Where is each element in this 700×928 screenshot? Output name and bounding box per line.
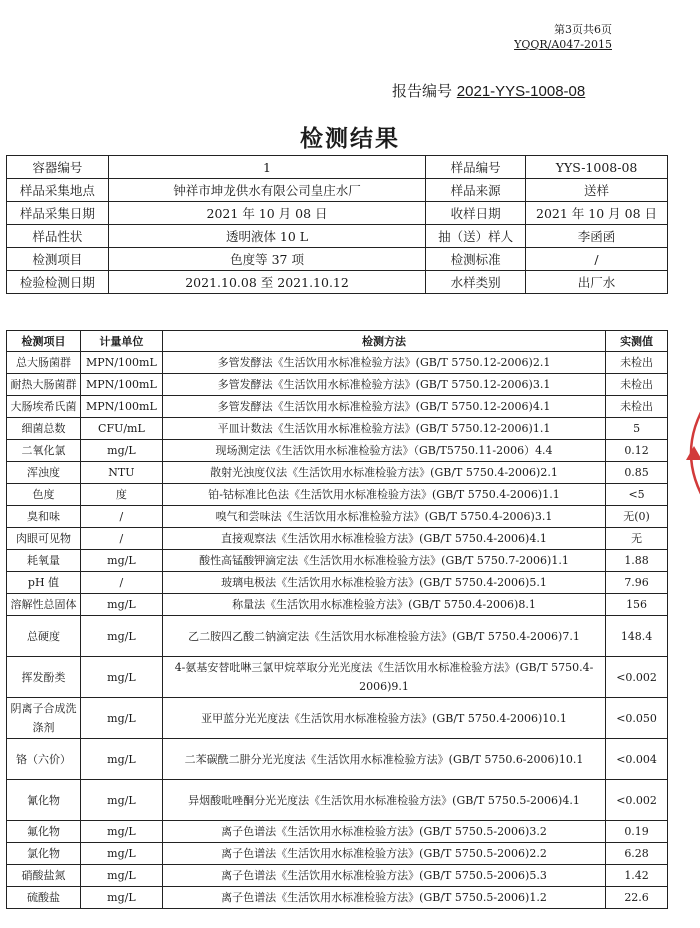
- table-row: [7, 352, 668, 374]
- result-item: 总硬度: [7, 616, 81, 657]
- results-table: [6, 330, 668, 909]
- result-unit: /: [80, 528, 162, 550]
- result-unit: MPN/100mL: [80, 352, 162, 374]
- result-value: 1.42: [606, 865, 668, 887]
- info-row: [7, 202, 668, 225]
- result-unit: mg/L: [80, 865, 162, 887]
- result-unit: mg/L: [80, 440, 162, 462]
- result-item: 挥发酚类: [7, 657, 81, 698]
- result-method: 称量法《生活饮用水标准检验方法》(GB/T 5750.4-2006)8.1: [162, 594, 605, 616]
- result-method: 直接观察法《生活饮用水标准检验方法》(GB/T 5750.4-2006)4.1: [162, 528, 605, 550]
- table-row: [7, 396, 668, 418]
- info-label: 样品来源: [426, 179, 526, 202]
- info-row: [7, 156, 668, 179]
- result-unit: mg/L: [80, 657, 162, 698]
- result-method: 离子色谱法《生活饮用水标准检验方法》(GB/T 5750.5-2006)5.3: [162, 865, 605, 887]
- result-value: 22.6: [606, 887, 668, 909]
- result-value: 148.4: [606, 616, 668, 657]
- result-method: 二苯碳酰二肼分光光度法《生活饮用水标准检验方法》(GB/T 5750.6-2006)10.1: [162, 739, 605, 780]
- result-item: 细菌总数: [7, 418, 81, 440]
- result-value: 未检出: [606, 352, 668, 374]
- info-row: [7, 179, 668, 202]
- result-value: 未检出: [606, 396, 668, 418]
- seal-stamp: [672, 398, 700, 508]
- result-value: 6.28: [606, 843, 668, 865]
- result-value: 0.12: [606, 440, 668, 462]
- result-unit: mg/L: [80, 780, 162, 821]
- result-method: 离子色谱法《生活饮用水标准检验方法》(GB/T 5750.5-2006)1.2: [162, 887, 605, 909]
- result-value: 0.85: [606, 462, 668, 484]
- info-label: 水样类别: [426, 271, 526, 294]
- result-item: 硫酸盐: [7, 887, 81, 909]
- results-header-row: [7, 331, 668, 352]
- info-value: /: [526, 248, 668, 271]
- result-unit: mg/L: [80, 698, 162, 739]
- result-value: <0.002: [606, 657, 668, 698]
- result-value: <0.004: [606, 739, 668, 780]
- result-method: 玻璃电极法《生活饮用水标准检验方法》(GB/T 5750.4-2006)5.1: [162, 572, 605, 594]
- result-unit: MPN/100mL: [80, 396, 162, 418]
- result-item: pH 值: [7, 572, 81, 594]
- table-row: [7, 572, 668, 594]
- info-value: 2021 年 10 月 08 日: [108, 202, 425, 225]
- table-row: [7, 865, 668, 887]
- info-label: 检测标准: [426, 248, 526, 271]
- info-value: 2021.10.08 至 2021.10.12: [108, 271, 425, 294]
- result-item: 溶解性总固体: [7, 594, 81, 616]
- result-method: 酸性高锰酸钾滴定法《生活饮用水标准检验方法》(GB/T 5750.7-2006)1.1: [162, 550, 605, 572]
- table-row: [7, 550, 668, 572]
- result-method: 嗅气和尝味法《生活饮用水标准检验方法》(GB/T 5750.4-2006)3.1: [162, 506, 605, 528]
- result-item: 铬（六价）: [7, 739, 81, 780]
- result-value: 无(0): [606, 506, 668, 528]
- page-number-block: [514, 22, 612, 52]
- table-row: [7, 484, 668, 506]
- info-row: [7, 225, 668, 248]
- result-item: 肉眼可见物: [7, 528, 81, 550]
- info-row: [7, 248, 668, 271]
- result-value: 0.19: [606, 821, 668, 843]
- page-info: 第3页共6页: [554, 23, 612, 36]
- result-unit: mg/L: [80, 616, 162, 657]
- table-row: [7, 887, 668, 909]
- result-value: 无: [606, 528, 668, 550]
- header-unit: 计量单位: [80, 331, 162, 352]
- info-label: 检验检测日期: [7, 271, 109, 294]
- result-method: 多管发酵法《生活饮用水标准检验方法》(GB/T 5750.12-2006)4.1: [162, 396, 605, 418]
- result-value: 5: [606, 418, 668, 440]
- info-value: 送样: [526, 179, 668, 202]
- table-row: [7, 374, 668, 396]
- result-unit: CFU/mL: [80, 418, 162, 440]
- report-number: [392, 80, 585, 101]
- result-item: 氯化物: [7, 843, 81, 865]
- result-item: 色度: [7, 484, 81, 506]
- report-number-label: 报告编号: [392, 82, 453, 100]
- table-row: [7, 657, 668, 698]
- table-row: [7, 698, 668, 739]
- result-item: 大肠埃希氏菌: [7, 396, 81, 418]
- result-item: 浑浊度: [7, 462, 81, 484]
- result-method: 散射光浊度仪法《生活饮用水标准检验方法》(GB/T 5750.4-2006)2.1: [162, 462, 605, 484]
- table-row: [7, 594, 668, 616]
- info-label: 检测项目: [7, 248, 109, 271]
- table-row: [7, 739, 668, 780]
- result-method: 铂-钴标准比色法《生活饮用水标准检验方法》(GB/T 5750.4-2006)1.1: [162, 484, 605, 506]
- result-unit: mg/L: [80, 739, 162, 780]
- result-value: <0.050: [606, 698, 668, 739]
- info-value: 2021 年 10 月 08 日: [526, 202, 668, 225]
- result-item: 硝酸盐氮: [7, 865, 81, 887]
- result-value: 156: [606, 594, 668, 616]
- result-method: 离子色谱法《生活饮用水标准检验方法》(GB/T 5750.5-2006)2.2: [162, 843, 605, 865]
- page-title: 检测结果: [300, 125, 400, 152]
- table-row: [7, 780, 668, 821]
- table-row: [7, 462, 668, 484]
- result-method: 离子色谱法《生活饮用水标准检验方法》(GB/T 5750.5-2006)3.2: [162, 821, 605, 843]
- info-label: 样品采集地点: [7, 179, 109, 202]
- result-value: <5: [606, 484, 668, 506]
- result-item: 氰化物: [7, 780, 81, 821]
- result-unit: mg/L: [80, 594, 162, 616]
- table-row: [7, 418, 668, 440]
- result-unit: MPN/100mL: [80, 374, 162, 396]
- result-method: 多管发酵法《生活饮用水标准检验方法》(GB/T 5750.12-2006)2.1: [162, 352, 605, 374]
- result-unit: NTU: [80, 462, 162, 484]
- info-value: 钟祥市坤龙供水有限公司皇庄水厂: [108, 179, 425, 202]
- result-item: 阴离子合成洗涤剂: [7, 698, 81, 739]
- info-label: 样品编号: [426, 156, 526, 179]
- result-unit: /: [80, 572, 162, 594]
- table-row: [7, 843, 668, 865]
- table-row: [7, 506, 668, 528]
- table-row: [7, 528, 668, 550]
- info-value: YYS-1008-08: [526, 156, 668, 179]
- result-method: 乙二胺四乙酸二钠滴定法《生活饮用水标准检验方法》(GB/T 5750.4-2006)7.1: [162, 616, 605, 657]
- header-value: 实测值: [606, 331, 668, 352]
- info-label: 样品性状: [7, 225, 109, 248]
- report-number-value: 2021-YYS-1008-08: [456, 83, 586, 100]
- result-unit: mg/L: [80, 821, 162, 843]
- result-method: 平皿计数法《生活饮用水标准检验方法》(GB/T 5750.12-2006)1.1: [162, 418, 605, 440]
- result-unit: mg/L: [80, 843, 162, 865]
- sample-info-table: [6, 155, 668, 294]
- result-item: 耐热大肠菌群: [7, 374, 81, 396]
- result-item: 臭和味: [7, 506, 81, 528]
- result-unit: 度: [80, 484, 162, 506]
- header-item: 检测项目: [7, 331, 81, 352]
- table-row: [7, 440, 668, 462]
- info-row: [7, 271, 668, 294]
- result-value: <0.002: [606, 780, 668, 821]
- info-label: 收样日期: [426, 202, 526, 225]
- result-method: 4-氨基安替吡啉三氯甲烷萃取分光光度法《生活饮用水标准检验方法》(GB/T 5750.4-2006)9.1: [162, 657, 605, 698]
- result-value: 未检出: [606, 374, 668, 396]
- info-label: 容器编号: [7, 156, 109, 179]
- result-method: 亚甲蓝分光光度法《生活饮用水标准检验方法》(GB/T 5750.4-2006)10.1: [162, 698, 605, 739]
- result-item: 总大肠菌群: [7, 352, 81, 374]
- result-item: 耗氧量: [7, 550, 81, 572]
- result-method: 现场测定法《生活饮用水标准检验方法》（GB/T5750.11-2006）4.4: [162, 440, 605, 462]
- info-label: 样品采集日期: [7, 202, 109, 225]
- table-row: [7, 821, 668, 843]
- result-unit: /: [80, 506, 162, 528]
- result-item: 氟化物: [7, 821, 81, 843]
- info-value: 李函函: [526, 225, 668, 248]
- info-label: 抽（送）样人: [426, 225, 526, 248]
- table-row: [7, 616, 668, 657]
- info-value: 出厂水: [526, 271, 668, 294]
- result-unit: mg/L: [80, 550, 162, 572]
- result-method: 异烟酸吡唑酮分光光度法《生活饮用水标准检验方法》(GB/T 5750.5-2006)4.1: [162, 780, 605, 821]
- result-value: 1.88: [606, 550, 668, 572]
- result-value: 7.96: [606, 572, 668, 594]
- document-code: YQQR/A047-2015: [514, 38, 612, 51]
- result-unit: mg/L: [80, 887, 162, 909]
- info-value: 1: [108, 156, 425, 179]
- result-item: 二氧化氯: [7, 440, 81, 462]
- info-value: 透明液体 10 L: [108, 225, 425, 248]
- info-value: 色度等 37 项: [108, 248, 425, 271]
- header-method: 检测方法: [162, 331, 605, 352]
- result-method: 多管发酵法《生活饮用水标准检验方法》(GB/T 5750.12-2006)3.1: [162, 374, 605, 396]
